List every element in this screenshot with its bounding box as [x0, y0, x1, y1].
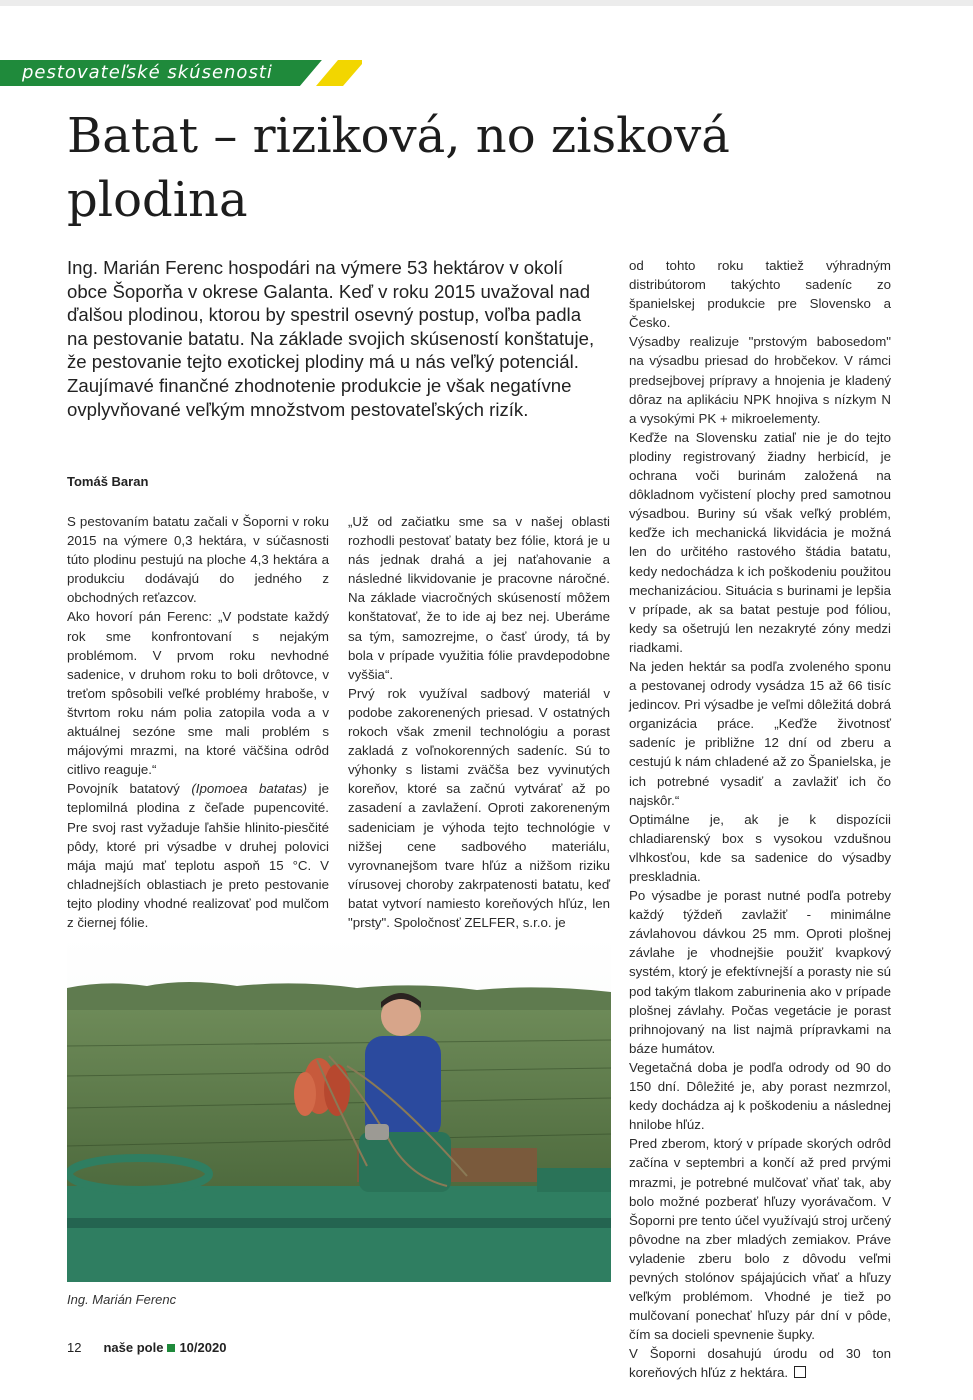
end-square-icon — [794, 1366, 806, 1378]
article-headline: Batat – riziková, no zisková plodina — [67, 108, 730, 228]
text-column-1 — [67, 512, 329, 932]
paragraph: „Už od začiatku sme sa v našej oblasti rozhodli pestovať bataty bez fólie, ktorá je u nás jednak drahá a jej naťahovanie a následné likvidovanie je pracovne náročné. Na základe viacročných skúseností môžem konštatovať, že to ide aj bez nej. Uberáme sa tým, samozrejme, o časť úrody, tá by bola v prípade využitia fólie pravdepodobne vyššia“. — [348, 514, 610, 682]
magazine-name: naše pole — [103, 1340, 164, 1355]
page-top-edge — [0, 0, 973, 6]
paragraph: Po výsadbe je porast nutné podľa potreby každý týždeň zavlažiť - minimálne závlahovou dávkou 25 mm. Oproti plošnej závlahe je vhodnejšie použiť kvapkový systém, ktorý je efektívnejší a porasty nie sú pod takým tlakom zaburinenia ako v prípade plošnej závlahy. Počas vegetácie je porast prihnojovaný na list najmä prípravkami na báze humátov. — [629, 888, 891, 1056]
paragraph: od tohto roku taktiež výhradným distribútorom takýchto sadeníc zo španielskej produkcie pre Slovensko a Česko. — [629, 258, 891, 331]
paragraph: Optimálne je, ak je k dispozícii chladiarenský box s vysokou vzdušnou vlhkosťou, kde sa sadenice do výsadby preskladnia. — [629, 811, 891, 884]
paragraph: Keďže na Slovensku zatiaľ nie je do tejto plodiny registrovaný žiadny herbicíd, je ochrana voči burinám založená na dôkladnom vyčistení plochy pred samotnou výsadbou. Buriny sú však veľký problém, keďže ich mechanická likvidácia je možná len do určitého rastového štádia batatu, kedy nedochádza k ich poškodeniu použitou mechanizáciou. Situácia s burinami je lepšia v prípade, ak sa batat pestuje pod fóliou, kedy sa ošetrujú len nezakryté zóny medzi riadkami. — [629, 429, 891, 655]
paragraph: Na jeden hektár sa podľa zvoleného sponu a pestovanej odrody vysádza 15 až 66 tisíc jedincov. Pri výsadbe je veľmi dôležitá dobrá organizácia práce. „Keďže životnosť sadeníc je približne 12 dní od zberu a cestujú k nám chladené až zo Španielska, je ich potrebné vysadiť a zavlažiť ich čo najskôr.“ — [629, 658, 891, 808]
section-label: pestovateľské skúsenosti — [22, 62, 273, 83]
footer-square-icon — [167, 1344, 175, 1352]
paragraph-text: Povojník batatový — [67, 781, 180, 797]
paragraph: Výsadby realizuje "prstovým babosedom" na výsadbu priesad do hrobčekov. V rámci predsejbovej prípravy a hnojenia je kladený dôraz na aplikáciu NPK hnojiva s nízkym N a vysokými PK + mikroelementy. — [629, 334, 891, 426]
paragraph: Ako hovorí pán Ferenc: „V podstate každý rok sme konfrontovaní s nejakým problémom. V prvom roku nevhodné sadenice, v druhom roku to boli drôtovce, v treťom spôsobili veľké problémy hraboše, v štvrtom roku nám polia zatopila voda a v aktuálnej sezóne sme mali problém s májovými mrazmi, na ktoré väčšina odrôd citlivo reaguje.“ — [67, 609, 329, 778]
paragraph-text: V Šoporni dosahujú úrodu od 30 ton koreňových hľúz z hektára. — [629, 1346, 891, 1381]
photo-caption: Ing. Marián Ferenc — [67, 1292, 177, 1307]
article-lead: Ing. Marián Ferenc hospodári na výmere 53 hektárov v okolí obce Šoporňa v okrese Galanta. Keď v roku 2015 uvažoval nad ďalšou plodinou, ktorou by spestril osevný postup, voľba padla na pestovanie batatu. Na základe svojich skúseností konštatuje, že pestovanie tejto exotickej plodiny má u nás veľký potenciál. Zaujímavé finančné zhodnotenie produkcie je však negatívne ovplyvňované veľkým množstvom pestovateľských rizík. — [67, 257, 595, 420]
page-footer — [67, 1340, 226, 1355]
paragraph: Prvý rok využíval sadbový materiál v podobe zakorenených priesad. V ostatných rokoch však zmenil technológiu a porast zakladá z voľnokorenných sadeníc. Sú to výhonky s listami zväčša bez vyvinutých koreňov, ktoré sa začnú vytvárať až po zasadení a zavlažení. Oproti zakoreneným sadeniciam je výhoda tejto technológie v nižšej cene sadbového materiálu, vyrovnanejšom tvare hľúz a nižšom riziku vírusovej choroby zakrpatenosti batatu, keď batat vytvorí namiesto koreňových hľúz, len "prsty". Spoločnosť ZELFER, s.r.o. je — [348, 685, 610, 930]
paragraph: S pestovaním batatu začali v Šoporni v roku 2015 na výmere 0,3 hektára, v súčasnosti túto plodinu pestujú na ploche 4,3 hektára a produkciu dodávajú do jedného z obchodných reťazcov. — [67, 514, 329, 606]
text-column-2 — [348, 512, 610, 932]
paragraph: Pred zberom, ktorý v prípade skorých odrôd začína v septembri a končí až pred prvými mrazmi, je potrebné mulčovať vňať tak, aby bolo možné pozberať hľuzy vyorávačom. V Šoporni pre tento účel využívajú stroj určený pôvodne na zber mladých zemiakov. Práve vyladenie zberu bolo z dôvodu veľmi pevných stolónov spájajúcich vňať a hľuzy veľkým problémom. Vhodné je tiež po mulčovaní ponechať hľuzy pár dní v pôde, čím sa docieli spevnenie šupky. — [629, 1136, 891, 1343]
paragraph-text: je teplomilná plodina z čeľade pupencovité. Pre svoj rast vyžaduje ľahšie hlinito-piesčité pôdy, ktoré pri výsadbe v druhej polovici mája majú mať teplotu aspoň 15 °C. V chladnejších oblastiach je preto pestovanie tejto plodiny vhodné realizovať pod mulčom z čiernej fólie. — [67, 781, 329, 930]
article-author: Tomáš Baran — [67, 474, 149, 489]
paragraph — [629, 1344, 891, 1382]
text-column-3 — [629, 256, 891, 1383]
latin-name: (Ipomoea batatas) — [191, 781, 308, 797]
paragraph — [67, 779, 329, 932]
article-photo — [67, 936, 611, 1282]
page-number: 12 — [67, 1340, 82, 1355]
farmer-harvest-photo — [67, 936, 611, 1282]
paragraph: Vegetačná doba je podľa odrody od 90 do 150 dní. Dôležité je, aby porast nezmrzol, kedy dochádza aj k poškodeniu a následnej hnilobe hľúz. — [629, 1059, 891, 1133]
issue-number: 10/2020 — [179, 1340, 227, 1355]
section-banner — [0, 60, 362, 86]
